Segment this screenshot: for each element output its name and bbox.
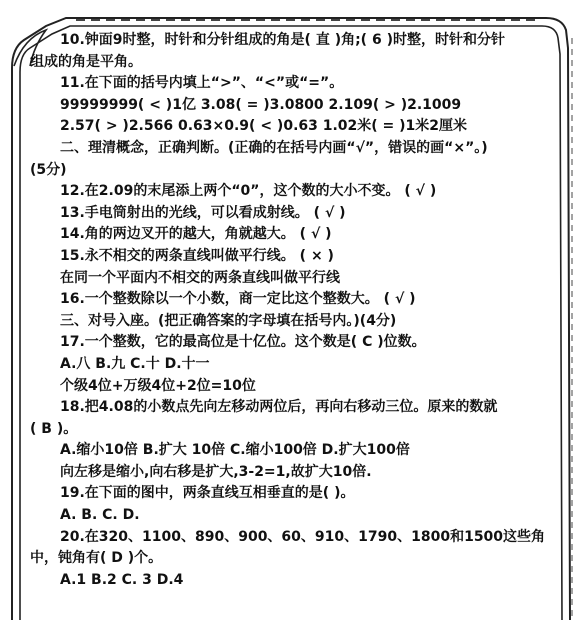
section-3-heading: 三、对号入座。(把正确答案的字母填在括号内。)(4分) <box>60 312 397 329</box>
question-14: 14.角的两边叉开的越大，角就越大。 ( √ ) <box>60 226 332 243</box>
question-10-line-1: 10.钟面9时整，时针和分针组成的角是( 直 )角;( 6 )时整，时针和分针 <box>60 32 505 48</box>
question-18-options: A.缩小10倍 B.扩大 10倍 C.缩小100倍 D.扩大100倍 <box>60 442 410 459</box>
section-2-heading: 二、理清概念，正确判断。(正确的在括号内画“√”，错误的画“×”。) <box>60 139 488 156</box>
question-11-row-1: 99999999( < )1亿 3.08( = )3.0800 2.109( > )2.1009 <box>60 96 462 113</box>
question-20-line-2: 中，钝角有( D )个。 <box>30 550 163 567</box>
question-18-line-1: 18.把4.08的小数点先向左移动两位后，再向右移动三位。原来的数就 <box>60 399 498 416</box>
question-17: 17.一个整数，它的最高位是十亿位。这个数是( C )位数。 <box>60 334 426 351</box>
question-15: 15.永不相交的两条直线叫做平行线。 ( × ) <box>60 247 334 264</box>
question-12: 12.在2.09的末尾添上两个“0”，这个数的大小不变。 ( √ ) <box>60 183 437 200</box>
question-20-options: A.1 B.2 C. 3 D.4 <box>60 571 184 588</box>
question-19-options: A. B. C. D. <box>60 507 140 524</box>
question-18-explanation: 向左移是缩小,向右移是扩大,3-2=1,故扩大10倍. <box>60 463 372 480</box>
question-15-explanation: 在同一个平面内不相交的两条直线叫做平行线 <box>60 269 340 286</box>
question-11-row-2: 2.57( > )2.566 0.63×0.9( < )0.63 1.02米( = )1米2厘米 <box>60 118 468 135</box>
question-11: 11.在下面的括号内填上“>”、“<”或“=”。 <box>60 75 344 92</box>
question-17-explanation: 个级4位+万级4位+2位=10位 <box>60 377 256 394</box>
question-10-line-2: 组成的角是平角。 <box>30 53 142 70</box>
question-17-options: A.八 B.九 C.十 D.十一 <box>60 355 210 372</box>
question-20-line-1: 20.在320、1100、890、900、60、910、1790、1800和1500这些角 <box>60 528 546 545</box>
section-2-points: (5分) <box>30 161 67 178</box>
question-16: 16.一个整数除以一个小数，商一定比这个整数大。 ( √ ) <box>60 291 416 308</box>
worksheet-content <box>30 30 558 591</box>
question-13: 13.手电筒射出的光线，可以看成射线。 ( √ ) <box>60 204 346 221</box>
question-19: 19.在下面的图中，两条直线互相垂直的是( )。 <box>60 485 355 502</box>
question-18-line-2: ( B )。 <box>30 420 78 437</box>
